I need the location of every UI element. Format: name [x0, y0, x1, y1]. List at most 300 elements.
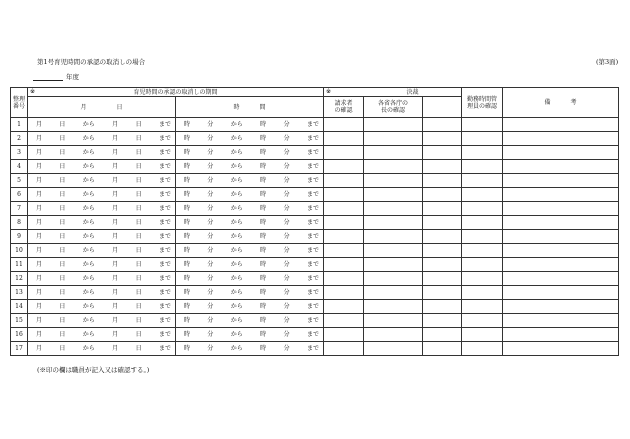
decision-blank-cell[interactable]: [423, 314, 462, 328]
period-until-label: まで: [158, 219, 171, 226]
period-date-cell[interactable]: [28, 118, 176, 132]
fiscal-year-blank[interactable]: [33, 73, 63, 81]
time-hour-label: 時: [184, 317, 191, 324]
period-from-label: から: [82, 303, 95, 310]
period-date-cell[interactable]: [28, 230, 176, 244]
period-date-cell[interactable]: [28, 132, 176, 146]
period-day-label: 日: [135, 247, 142, 254]
period-date-cell[interactable]: [28, 272, 176, 286]
period-until-label: まで: [158, 317, 171, 324]
period-month-label: 月: [36, 191, 43, 198]
table-row: [11, 286, 619, 300]
time-minute-label: 分: [283, 345, 290, 352]
time-manager-confirm-cell[interactable]: [462, 342, 503, 356]
period-month-label: 月: [36, 261, 43, 268]
footnote: (※印の欄は職員が記入又は確認する。): [37, 366, 150, 374]
time-hour-label: 時: [184, 233, 191, 240]
period-time-cell[interactable]: [176, 244, 324, 258]
time-minute-label: 分: [207, 191, 214, 198]
time-hour-label: 時: [184, 219, 191, 226]
period-date-cell[interactable]: [28, 188, 176, 202]
requester-confirm-cell[interactable]: [324, 286, 364, 300]
time-manager-confirm-cell[interactable]: [462, 132, 503, 146]
period-from-label: から: [82, 345, 95, 352]
time-manager-header: 勤務時間管 理員の確認: [462, 88, 503, 118]
period-time-cell[interactable]: [176, 286, 324, 300]
row-number: 11: [11, 258, 28, 272]
remarks-cell[interactable]: [503, 216, 619, 230]
period-day-label: 日: [135, 177, 142, 184]
time-minute-label: 分: [207, 163, 214, 170]
time-hour-label: 時: [260, 205, 267, 212]
table-row: [11, 174, 619, 188]
period-from-label: から: [82, 275, 95, 282]
remarks-cell[interactable]: [503, 272, 619, 286]
decision-header: ※ 決裁: [324, 88, 462, 97]
table-row: [11, 216, 619, 230]
period-time-cell[interactable]: [176, 132, 324, 146]
time-until-label: まで: [306, 261, 319, 268]
row-number: 16: [11, 328, 28, 342]
time-from-label: から: [230, 289, 243, 296]
period-month-label: 月: [112, 205, 119, 212]
period-date-cell[interactable]: [28, 342, 176, 356]
time-minute-label: 分: [283, 331, 290, 338]
ministry-head-confirm-cell[interactable]: [364, 160, 423, 174]
remarks-cell[interactable]: [503, 202, 619, 216]
remarks-cell[interactable]: [503, 300, 619, 314]
decision-blank-cell[interactable]: [423, 328, 462, 342]
time-from-label: から: [230, 247, 243, 254]
time-minute-label: 分: [283, 205, 290, 212]
decision-blank-cell[interactable]: [423, 202, 462, 216]
period-day-label: 日: [59, 303, 66, 310]
decision-blank-cell[interactable]: [423, 342, 462, 356]
time-minute-label: 分: [207, 205, 214, 212]
period-from-label: から: [82, 205, 95, 212]
time-minute-label: 分: [207, 275, 214, 282]
period-day-label: 日: [59, 233, 66, 240]
row-number: 15: [11, 314, 28, 328]
period-month-label: 月: [112, 345, 119, 352]
period-time-cell[interactable]: [176, 300, 324, 314]
time-minute-label: 分: [283, 233, 290, 240]
time-manager-confirm-cell[interactable]: [462, 300, 503, 314]
time-hour-label: 時: [260, 289, 267, 296]
time-from-label: から: [230, 331, 243, 338]
period-from-label: から: [82, 317, 95, 324]
time-manager-confirm-cell[interactable]: [462, 286, 503, 300]
time-hour-label: 時: [184, 121, 191, 128]
month-day-header: 月 日: [28, 97, 176, 118]
ministry-head-confirm-cell[interactable]: [364, 216, 423, 230]
period-day-label: 日: [135, 331, 142, 338]
period-time-cell[interactable]: [176, 188, 324, 202]
time-minute-label: 分: [283, 247, 290, 254]
period-until-label: まで: [158, 149, 171, 156]
table-row: [11, 202, 619, 216]
decision-blank-cell[interactable]: [423, 244, 462, 258]
period-date-cell[interactable]: [28, 146, 176, 160]
requester-confirm-cell[interactable]: [324, 314, 364, 328]
time-until-label: まで: [306, 303, 319, 310]
table-row: [11, 342, 619, 356]
time-minute-label: 分: [283, 261, 290, 268]
ministry-head-confirm-cell[interactable]: [364, 244, 423, 258]
time-hour-label: 時: [184, 261, 191, 268]
ministry-head-confirm-cell[interactable]: [364, 174, 423, 188]
period-until-label: まで: [158, 303, 171, 310]
time-manager-confirm-cell[interactable]: [462, 216, 503, 230]
period-date-cell[interactable]: [28, 244, 176, 258]
time-hour-label: 時: [260, 261, 267, 268]
period-day-label: 日: [59, 275, 66, 282]
time-from-label: から: [230, 219, 243, 226]
period-from-label: から: [82, 289, 95, 296]
requester-confirm-cell[interactable]: [324, 202, 364, 216]
time-manager-confirm-cell[interactable]: [462, 174, 503, 188]
time-hour-label: 時: [184, 345, 191, 352]
time-hour-label: 時: [184, 205, 191, 212]
table-row: [11, 188, 619, 202]
period-from-label: から: [82, 135, 95, 142]
period-from-label: から: [82, 233, 95, 240]
time-manager-confirm-cell[interactable]: [462, 160, 503, 174]
time-until-label: まで: [306, 317, 319, 324]
ministry-head-confirm-cell[interactable]: [364, 342, 423, 356]
remarks-cell[interactable]: [503, 328, 619, 342]
requester-confirm-cell[interactable]: [324, 188, 364, 202]
time-minute-label: 分: [207, 149, 214, 156]
period-month-label: 月: [112, 163, 119, 170]
document-title: 第1号育児時間の承認の取消しの場合: [37, 58, 146, 66]
row-number: 12: [11, 272, 28, 286]
time-until-label: まで: [306, 331, 319, 338]
decision-blank-cell[interactable]: [423, 300, 462, 314]
row-number: 7: [11, 202, 28, 216]
period-until-label: まで: [158, 331, 171, 338]
ministry-head-confirm-cell[interactable]: [364, 202, 423, 216]
period-date-cell[interactable]: [28, 328, 176, 342]
period-date-cell[interactable]: [28, 286, 176, 300]
decision-blank-cell[interactable]: [423, 272, 462, 286]
remarks-cell[interactable]: [503, 118, 619, 132]
time-minute-label: 分: [283, 135, 290, 142]
time-manager-confirm-cell[interactable]: [462, 146, 503, 160]
remarks-cell[interactable]: [503, 132, 619, 146]
row-number: 10: [11, 244, 28, 258]
decision-blank-header: [423, 97, 462, 118]
period-day-label: 日: [135, 261, 142, 268]
time-minute-label: 分: [207, 331, 214, 338]
time-minute-label: 分: [207, 303, 214, 310]
time-minute-label: 分: [283, 219, 290, 226]
cancellation-table: [10, 87, 619, 356]
time-manager-confirm-cell[interactable]: [462, 188, 503, 202]
requester-confirm-cell[interactable]: [324, 300, 364, 314]
period-month-label: 月: [112, 261, 119, 268]
period-date-cell[interactable]: [28, 160, 176, 174]
period-time-cell[interactable]: [176, 174, 324, 188]
time-from-label: から: [230, 177, 243, 184]
decision-blank-cell[interactable]: [423, 132, 462, 146]
decision-blank-cell[interactable]: [423, 216, 462, 230]
time-minute-label: 分: [207, 121, 214, 128]
decision-blank-cell[interactable]: [423, 146, 462, 160]
time-hour-label: 時: [260, 149, 267, 156]
row-number: 1: [11, 118, 28, 132]
row-number: 4: [11, 160, 28, 174]
requester-confirm-cell[interactable]: [324, 342, 364, 356]
time-manager-confirm-cell[interactable]: [462, 272, 503, 286]
period-from-label: から: [82, 163, 95, 170]
decision-blank-cell[interactable]: [423, 118, 462, 132]
ministry-head-confirm-cell[interactable]: [364, 286, 423, 300]
period-day-label: 日: [135, 303, 142, 310]
period-date-cell[interactable]: [28, 202, 176, 216]
period-month-label: 月: [36, 205, 43, 212]
period-date-cell[interactable]: [28, 174, 176, 188]
time-minute-label: 分: [283, 303, 290, 310]
time-manager-confirm-cell[interactable]: [462, 118, 503, 132]
period-day-label: 日: [59, 345, 66, 352]
period-until-label: まで: [158, 247, 171, 254]
period-until-label: まで: [158, 205, 171, 212]
row-number: 5: [11, 174, 28, 188]
time-minute-label: 分: [207, 345, 214, 352]
requester-confirm-cell[interactable]: [324, 118, 364, 132]
table-row: [11, 314, 619, 328]
time-minute-label: 分: [207, 135, 214, 142]
period-day-label: 日: [135, 135, 142, 142]
time-minute-label: 分: [207, 219, 214, 226]
time-hour-label: 時: [184, 289, 191, 296]
period-month-label: 月: [112, 317, 119, 324]
time-until-label: まで: [306, 191, 319, 198]
decision-blank-cell[interactable]: [423, 286, 462, 300]
period-time-cell[interactable]: [176, 342, 324, 356]
requester-confirm-cell[interactable]: [324, 132, 364, 146]
time-hour-label: 時: [184, 149, 191, 156]
period-day-label: 日: [59, 247, 66, 254]
ministry-head-confirm-cell[interactable]: [364, 118, 423, 132]
time-minute-label: 分: [283, 289, 290, 296]
remarks-cell[interactable]: [503, 342, 619, 356]
remarks-cell[interactable]: [503, 258, 619, 272]
period-month-label: 月: [36, 233, 43, 240]
time-minute-label: 分: [207, 317, 214, 324]
remarks-cell[interactable]: [503, 146, 619, 160]
table-row: [11, 272, 619, 286]
period-day-label: 日: [59, 163, 66, 170]
table-row: [11, 132, 619, 146]
remarks-cell[interactable]: [503, 314, 619, 328]
serial-header: 整理 番号: [11, 88, 28, 118]
remarks-cell[interactable]: [503, 188, 619, 202]
period-from-label: から: [82, 247, 95, 254]
remarks-cell[interactable]: [503, 230, 619, 244]
requester-confirm-cell[interactable]: [324, 244, 364, 258]
period-time-cell[interactable]: [176, 230, 324, 244]
time-minute-label: 分: [283, 177, 290, 184]
period-day-label: 日: [135, 233, 142, 240]
row-number: 6: [11, 188, 28, 202]
time-minute-label: 分: [207, 177, 214, 184]
period-until-label: まで: [158, 163, 171, 170]
period-from-label: から: [82, 177, 95, 184]
time-until-label: まで: [306, 149, 319, 156]
time-minute-label: 分: [283, 317, 290, 324]
time-hour-label: 時: [260, 177, 267, 184]
requester-confirm-cell[interactable]: [324, 146, 364, 160]
ministry-head-confirm-cell[interactable]: [364, 328, 423, 342]
remarks-cell[interactable]: [503, 286, 619, 300]
requester-confirm-cell[interactable]: [324, 216, 364, 230]
time-hour-label: 時: [260, 163, 267, 170]
period-day-label: 日: [135, 289, 142, 296]
period-day-label: 日: [59, 317, 66, 324]
time-from-label: から: [230, 163, 243, 170]
time-hour-label: 時: [260, 331, 267, 338]
ministry-head-confirm-header: 各省各庁の 長の確認: [364, 97, 423, 118]
period-time-cell[interactable]: [176, 258, 324, 272]
time-until-label: まで: [306, 219, 319, 226]
requester-confirm-cell[interactable]: [324, 328, 364, 342]
period-time-cell[interactable]: [176, 202, 324, 216]
page-label: (第3面): [596, 58, 619, 66]
period-time-cell[interactable]: [176, 146, 324, 160]
time-hour-label: 時: [260, 317, 267, 324]
period-day-label: 日: [59, 135, 66, 142]
requester-confirm-cell[interactable]: [324, 272, 364, 286]
time-minute-label: 分: [283, 121, 290, 128]
period-day-label: 日: [59, 191, 66, 198]
requester-confirm-cell[interactable]: [324, 160, 364, 174]
time-minute-label: 分: [207, 261, 214, 268]
time-manager-confirm-cell[interactable]: [462, 230, 503, 244]
time-until-label: まで: [306, 247, 319, 254]
period-month-label: 月: [112, 219, 119, 226]
decision-blank-cell[interactable]: [423, 160, 462, 174]
period-month-label: 月: [112, 121, 119, 128]
table-row: [11, 118, 619, 132]
period-date-cell[interactable]: [28, 300, 176, 314]
period-month-label: 月: [36, 317, 43, 324]
ministry-head-confirm-cell[interactable]: [364, 188, 423, 202]
decision-blank-cell[interactable]: [423, 258, 462, 272]
time-manager-confirm-cell[interactable]: [462, 258, 503, 272]
period-time-cell[interactable]: [176, 216, 324, 230]
ministry-head-confirm-cell[interactable]: [364, 272, 423, 286]
time-hour-label: 時: [184, 191, 191, 198]
requester-confirm-cell[interactable]: [324, 258, 364, 272]
period-month-label: 月: [36, 331, 43, 338]
time-until-label: まで: [306, 205, 319, 212]
time-hour-label: 時: [260, 247, 267, 254]
time-minute-label: 分: [283, 275, 290, 282]
decision-blank-cell[interactable]: [423, 188, 462, 202]
period-day-label: 日: [135, 191, 142, 198]
decision-blank-cell[interactable]: [423, 230, 462, 244]
ministry-head-confirm-cell[interactable]: [364, 300, 423, 314]
ministry-head-confirm-cell[interactable]: [364, 132, 423, 146]
period-date-cell[interactable]: [28, 216, 176, 230]
fiscal-year-label: 年度: [66, 73, 79, 81]
period-month-label: 月: [36, 121, 43, 128]
period-month-label: 月: [112, 247, 119, 254]
period-day-label: 日: [135, 149, 142, 156]
asterisk-mark: ※: [326, 88, 332, 95]
ministry-head-confirm-cell[interactable]: [364, 314, 423, 328]
fiscal-year-line: [33, 72, 79, 81]
time-manager-confirm-cell[interactable]: [462, 328, 503, 342]
period-time-cell[interactable]: [176, 328, 324, 342]
time-manager-confirm-cell[interactable]: [462, 202, 503, 216]
row-number: 9: [11, 230, 28, 244]
remarks-cell[interactable]: [503, 244, 619, 258]
time-until-label: まで: [306, 275, 319, 282]
ministry-head-confirm-cell[interactable]: [364, 146, 423, 160]
period-until-label: まで: [158, 121, 171, 128]
ministry-head-confirm-cell[interactable]: [364, 230, 423, 244]
time-hour-label: 時: [184, 135, 191, 142]
time-from-label: から: [230, 191, 243, 198]
time-hour-label: 時: [260, 233, 267, 240]
time-minute-label: 分: [207, 233, 214, 240]
period-day-label: 日: [59, 219, 66, 226]
period-month-label: 月: [36, 135, 43, 142]
time-minute-label: 分: [283, 191, 290, 198]
period-month-label: 月: [36, 163, 43, 170]
time-minute-label: 分: [207, 247, 214, 254]
period-time-cell[interactable]: [176, 118, 324, 132]
period-until-label: まで: [158, 289, 171, 296]
table-row: [11, 328, 619, 342]
period-date-cell[interactable]: [28, 314, 176, 328]
table-row: [11, 258, 619, 272]
period-month-label: 月: [112, 275, 119, 282]
time-manager-confirm-cell[interactable]: [462, 314, 503, 328]
period-time-cell[interactable]: [176, 272, 324, 286]
requester-confirm-cell[interactable]: [324, 174, 364, 188]
time-manager-confirm-cell[interactable]: [462, 244, 503, 258]
period-month-label: 月: [112, 289, 119, 296]
remarks-header: 備 考: [503, 88, 619, 118]
period-month-label: 月: [112, 331, 119, 338]
time-hour-label: 時: [184, 247, 191, 254]
decision-blank-cell[interactable]: [423, 174, 462, 188]
table-body: [11, 118, 619, 356]
remarks-cell[interactable]: [503, 160, 619, 174]
period-until-label: まで: [158, 261, 171, 268]
requester-confirm-cell[interactable]: [324, 230, 364, 244]
period-until-label: まで: [158, 177, 171, 184]
period-day-label: 日: [59, 177, 66, 184]
period-day-label: 日: [135, 205, 142, 212]
ministry-head-confirm-cell[interactable]: [364, 258, 423, 272]
period-time-cell[interactable]: [176, 160, 324, 174]
time-minute-label: 分: [207, 289, 214, 296]
period-month-label: 月: [112, 149, 119, 156]
period-from-label: から: [82, 191, 95, 198]
time-hour-label: 時: [260, 191, 267, 198]
period-time-cell[interactable]: [176, 314, 324, 328]
period-date-cell[interactable]: [28, 258, 176, 272]
remarks-cell[interactable]: [503, 174, 619, 188]
time-until-label: まで: [306, 163, 319, 170]
time-hour-label: 時: [260, 303, 267, 310]
time-hour-label: 時: [184, 275, 191, 282]
